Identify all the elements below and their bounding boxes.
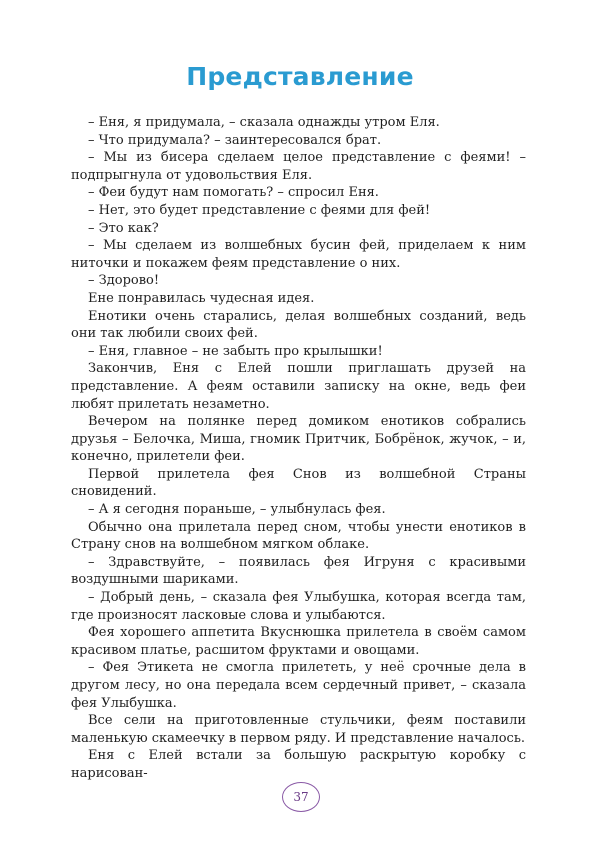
paragraph: Все сели на приготовленные стульчики, феям поставили маленькую скамеечку в первом ряду. И представление началось. bbox=[71, 713, 526, 746]
paragraph: Ене понравилась чудесная идея. bbox=[88, 290, 315, 306]
paragraph: Первой прилетела фея Снов из волшебной Страны сновидений. bbox=[71, 466, 526, 500]
story-text bbox=[71, 114, 526, 783]
paragraph: – Еня, я придумала, – сказала однажды утром Еля. bbox=[88, 115, 440, 130]
paragraph: – Что придумала? – заинтересовался брат. bbox=[88, 132, 382, 148]
page-number: 37 bbox=[282, 782, 320, 812]
paragraph: – Это как? bbox=[88, 220, 159, 236]
paragraph: Фея хорошего аппетита Вкуснюшка прилетела в своём самом красивом платье, расшитом фруктами и овощами. bbox=[71, 625, 526, 658]
paragraph: – Здорово! bbox=[88, 273, 160, 289]
paragraph: – Мы сделаем из волшебных бусин фей, приделаем к ним ниточки и покажем феям представление о них. bbox=[71, 238, 526, 271]
paragraph: – Добрый день, – сказала фея Улыбушка, которая всегда там, где произносят ласковые слова и улыбаются. bbox=[71, 590, 526, 623]
page-title: Представление bbox=[186, 62, 414, 91]
paragraph: – Еня, главное – не забыть про крылышки! bbox=[88, 343, 383, 359]
paragraph: Вечером на полянке перед домиком енотиков собрались друзья – Белочка, Миша, гномик Притчик, Бобрёнок, жучок, – и, конечно, прилетели феи. bbox=[71, 414, 526, 465]
paragraph: – Здравствуйте, – появилась фея Игруня с красивыми воздушными шариками. bbox=[71, 554, 526, 588]
paragraph: Еня с Елей встали за большую раскрытую коробку с нарисован- bbox=[71, 748, 526, 781]
paragraph: – Феи будут нам помогать? – спросил Еня. bbox=[88, 185, 379, 201]
paragraph: – Мы из бисера сделаем целое представление с феями! – подпрыгнула от удовольствия Еля. bbox=[71, 150, 526, 183]
paragraph: Закончив, Еня с Елей пошли приглашать друзей на представление. А феям оставили записку на окне, ведь феи любят прилетать незаметно. bbox=[71, 361, 526, 412]
paragraph: Обычно она прилетала перед сном, чтобы унести енотиков в Страну снов на волшебном мягком облаке. bbox=[71, 519, 526, 553]
paragraph: – А я сегодня пораньше, – улыбнулась фея. bbox=[88, 502, 386, 518]
paragraph: – Нет, это будет представление с феями для фей! bbox=[88, 202, 431, 218]
paragraph: Енотики очень старались, делая волшебных созданий, ведь они так любили своих фей. bbox=[71, 308, 526, 342]
paragraph: – Фея Этикета не смогла прилететь, у неё срочные дела в другом лесу, но она передала всем сердечный привет, – сказала фея Улыбушка. bbox=[71, 660, 526, 711]
